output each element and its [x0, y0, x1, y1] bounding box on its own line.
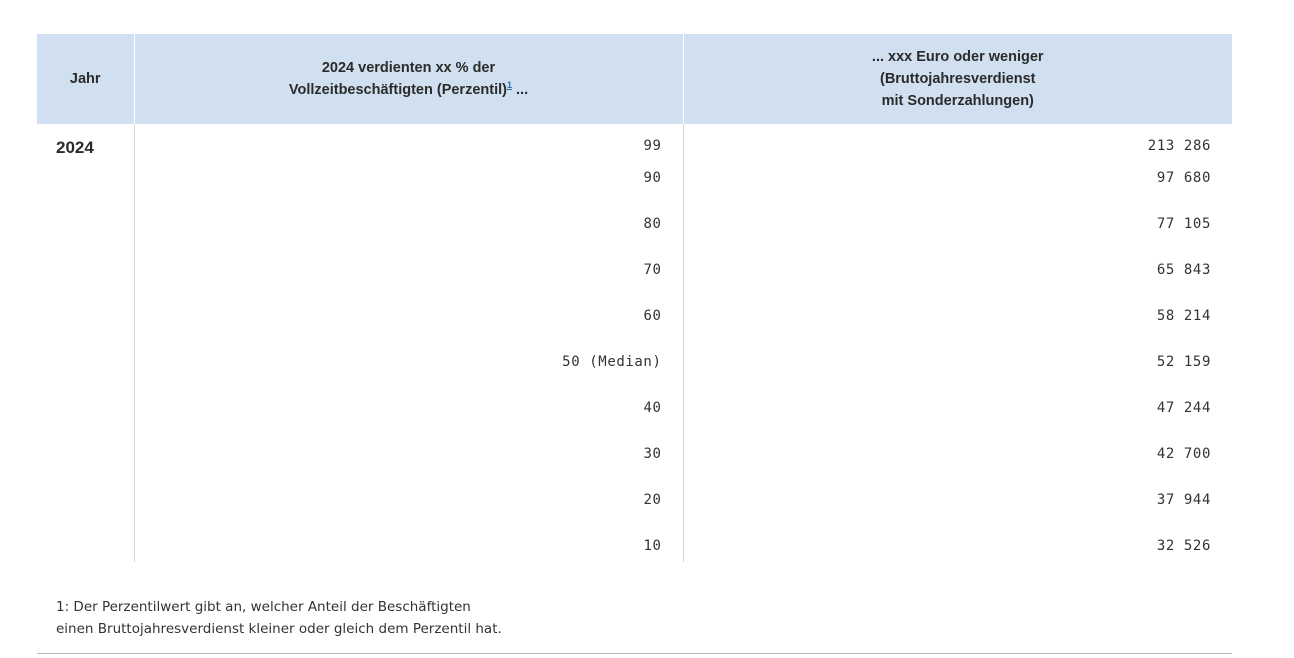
header-year-label: Jahr — [69, 71, 101, 87]
header-amount-line1: ... xxx Euro oder weniger — [871, 49, 1044, 65]
year-cell — [37, 308, 134, 354]
amount-cell: 42 700 — [1156, 446, 1211, 462]
year-cell — [37, 538, 134, 562]
percentile-cell: 50 (Median) — [134, 354, 683, 400]
year-cell — [37, 170, 134, 216]
amount-cell: 65 843 — [1156, 262, 1211, 278]
percentile-cell: 70 — [134, 262, 683, 308]
amount-cell: 97 680 — [1156, 170, 1211, 186]
table-row — [37, 446, 1232, 492]
year-cell — [37, 354, 134, 400]
table-row — [37, 170, 1232, 216]
year-cell — [37, 400, 134, 446]
amount-cell: 77 105 — [1156, 216, 1211, 232]
percentile-cell: 10 — [134, 538, 683, 562]
percentile-cell: 60 — [134, 308, 683, 354]
header-percentile-suffix: ... — [511, 82, 529, 98]
table-row — [37, 124, 1232, 170]
header-percentile-line2: Vollzeitbeschäftigten (Perzentil) — [288, 82, 507, 98]
percentile-cell: 40 — [134, 400, 683, 446]
table-row — [37, 262, 1232, 308]
year-cell — [37, 216, 134, 262]
table-row — [37, 216, 1232, 262]
amount-cell: 52 159 — [1156, 354, 1211, 370]
header-amount-line2: (Bruttojahresverdienst — [879, 71, 1036, 87]
footnote — [56, 596, 502, 640]
bottom-divider — [37, 653, 1232, 654]
percentile-cell: 80 — [134, 216, 683, 262]
percentile-cell: 30 — [134, 446, 683, 492]
footnote-line-2: einen Bruttojahresverdienst kleiner oder gleich dem Perzentil hat. — [56, 621, 502, 637]
table-row — [37, 354, 1232, 400]
year-cell — [37, 492, 134, 538]
percentile-cell: 99 — [134, 124, 683, 170]
footnote-line-1: 1: Der Perzentilwert gibt an, welcher Anteil der Beschäftigten — [56, 599, 471, 615]
earnings-percentile-table-container — [37, 34, 1232, 562]
table-row — [37, 308, 1232, 354]
year-cell — [37, 446, 134, 492]
amount-cell: 213 286 — [1147, 138, 1211, 154]
footnote-reference-link[interactable]: 1 — [506, 80, 512, 91]
year-cell: 2024 — [56, 138, 94, 157]
table-row — [37, 492, 1232, 538]
table-header-row — [37, 34, 1232, 124]
table-row — [37, 400, 1232, 446]
amount-cell: 32 526 — [1156, 538, 1211, 554]
percentile-cell: 90 — [134, 170, 683, 216]
header-percentile-line1: 2024 verdienten xx % der — [321, 60, 496, 76]
table-row — [37, 538, 1232, 562]
header-percentile — [134, 34, 683, 124]
header-year — [37, 34, 134, 124]
earnings-percentile-table — [37, 34, 1232, 562]
year-cell — [37, 262, 134, 308]
header-amount — [683, 34, 1232, 124]
table-body — [37, 124, 1232, 562]
amount-cell: 37 944 — [1156, 492, 1211, 508]
percentile-cell: 20 — [134, 492, 683, 538]
amount-cell: 58 214 — [1156, 308, 1211, 324]
header-amount-line3: mit Sonderzahlungen) — [881, 93, 1034, 109]
amount-cell: 47 244 — [1156, 400, 1211, 416]
